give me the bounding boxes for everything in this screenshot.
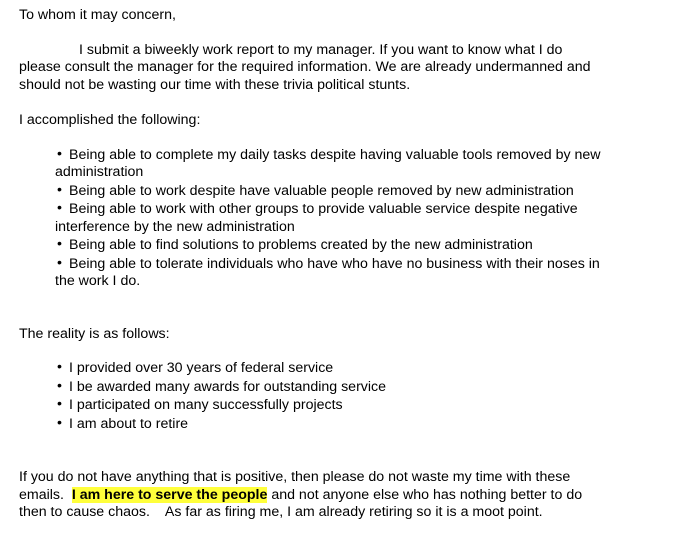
opening-line-3: should not be wasting our time with these trivia political stunts. <box>19 76 411 93</box>
list-item <box>55 397 659 415</box>
bullet-icon: • <box>57 359 62 375</box>
list-item <box>55 360 659 378</box>
opening-line-1: I submit a biweekly work report to my manager. If you want to know what I do <box>79 41 563 58</box>
letter-document <box>19 7 659 522</box>
list-item <box>55 147 659 182</box>
closing-line-3: then to cause chaos. As far as firing me, I am already retiring so it is a moot point. <box>19 504 543 520</box>
list-item <box>55 201 659 236</box>
bullet-icon: • <box>57 145 62 162</box>
greeting: To whom it may concern, <box>19 7 176 23</box>
bullet-icon: • <box>57 236 62 252</box>
list-item-text: Being able to work with other groups to provide valuable service despite negative <box>69 201 578 217</box>
list-item-text: I participated on many successfully projects <box>69 397 343 413</box>
bullet-icon: • <box>57 181 62 198</box>
accomplishments-list <box>19 147 659 291</box>
list-item <box>55 183 659 201</box>
list-item <box>55 416 659 434</box>
list-item-continuation: administration <box>55 164 144 180</box>
list-item-text: I provided over 30 years of federal service <box>69 360 334 376</box>
highlighted-text: I am here to serve the people <box>71 486 268 503</box>
closing-line-2-end: and not anyone else who has nothing better to do <box>267 486 583 503</box>
list-item-text: Being able to find solutions to problems created by the new administration <box>69 237 533 253</box>
closing-line-2 <box>19 487 659 505</box>
opening-line-2: please consult the manager for the required information. We are already undermanned and <box>19 59 591 75</box>
reality-intro: The reality is as follows: <box>19 325 170 342</box>
list-item-text: Being able to work despite have valuable people removed by new administration <box>69 182 574 199</box>
closing-line-1: If you do not have anything that is positive, then please do not waste my time with these <box>19 469 571 485</box>
closing-line-2-start: emails. <box>19 486 72 503</box>
accomplished-intro: I accomplished the following: <box>19 112 201 128</box>
opening-paragraph <box>19 42 659 95</box>
list-item-text: Being able to complete my daily tasks despite having valuable tools removed by new <box>69 146 601 163</box>
list-item-text: I am about to retire <box>69 415 189 432</box>
bullet-icon: • <box>57 414 62 431</box>
list-item-text: I be awarded many awards for outstanding service <box>69 378 387 395</box>
list-item-text: Being able to tolerate individuals who have who have no business with their noses in <box>69 255 600 272</box>
bullet-icon: • <box>57 377 62 394</box>
bullet-icon: • <box>57 254 62 271</box>
bullet-icon: • <box>57 396 62 412</box>
list-item-continuation: interference by the new administration <box>55 218 295 235</box>
list-item <box>55 256 659 291</box>
bullet-icon: • <box>57 200 62 216</box>
closing-paragraph <box>19 469 659 522</box>
list-item-continuation: the work I do. <box>55 273 141 289</box>
list-item <box>55 379 659 397</box>
list-item <box>55 237 659 255</box>
reality-list <box>19 360 659 433</box>
